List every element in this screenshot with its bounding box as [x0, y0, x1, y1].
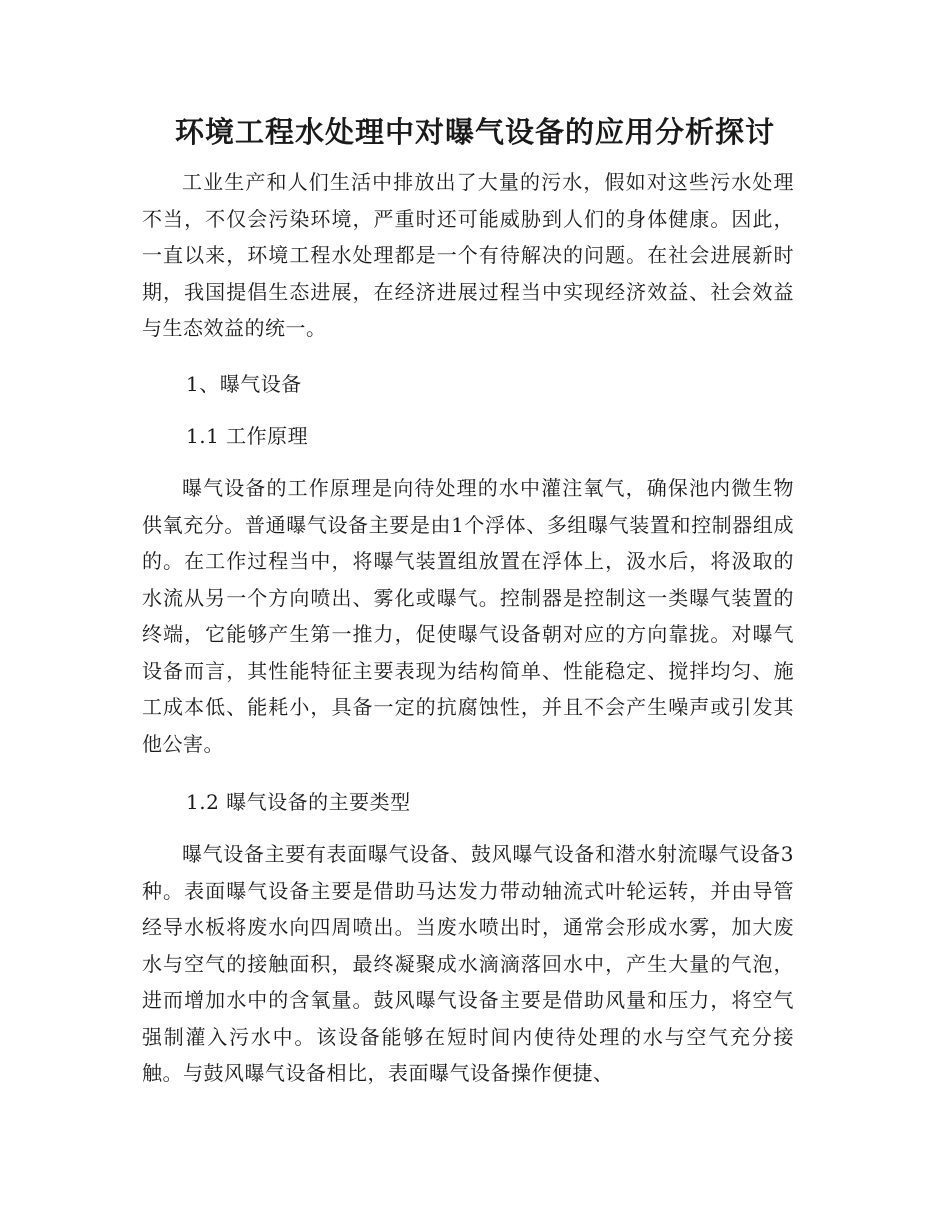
section-1-1-paragraph: 曝气设备的工作原理是向待处理的水中灌注氧气，确保池内微生物供氧充分。普通曝气设备主要是由1个浮体、多组曝气装置和控制器组成的。在工作过程当中，将曝气装置组放置在浮体上，汲水后，将汲取的水流从另一个方向喷出、雾化或曝气。控制器是控制这一类曝气装置的终端，它能够产生第一推力，促使曝气设备朝对应的方向靠拢。对曝气设备而言，其性能特征主要表现为结构简单、性能稳定、搅拌均匀、施工成本低、能耗小，具备一定的抗腐蚀性，并且不会产生噪声或引发其他公害。 — [142, 476, 794, 756]
section-1-1-heading: 1.1 工作原理 — [186, 424, 309, 448]
section-1-2-heading: 1.2 曝气设备的主要类型 — [186, 790, 411, 814]
section-1-heading: 1、曝气设备 — [186, 372, 302, 396]
section-1-2-paragraph: 曝气设备主要有表面曝气设备、鼓风曝气设备和潜水射流曝气设备3种。表面曝气设备主要是借助马达发力带动轴流式叶轮运转，并由导管经导水板将废水向四周喷出。当废水喷出时，通常会形成水雾，加大废水与空气的接触面积，最终凝聚成水滴滴落回水中，产生大量的气泡，进而增加水中的含氧量。鼓风曝气设备主要是借助风量和压力，将空气强制灌入污水中。该设备能够在短时间内使待处理的水与空气充分接触。与鼓风曝气设备相比，表面曝气设备操作便捷、 — [142, 842, 794, 1085]
intro-paragraph: 工业生产和人们生活中排放出了大量的污水，假如对这些污水处理不当，不仅会污染环境，严重时还可能威胁到人们的身体健康。因此，一直以来，环境工程水处理都是一个有待解决的问题。在社会进展新时期，我国提倡生态进展，在经济进展过程当中实现经济效益、社会效益与生态效益的统一。 — [142, 170, 794, 340]
document-title: 环境工程水处理中对曝气设备的应用分析探讨 — [174, 115, 775, 149]
